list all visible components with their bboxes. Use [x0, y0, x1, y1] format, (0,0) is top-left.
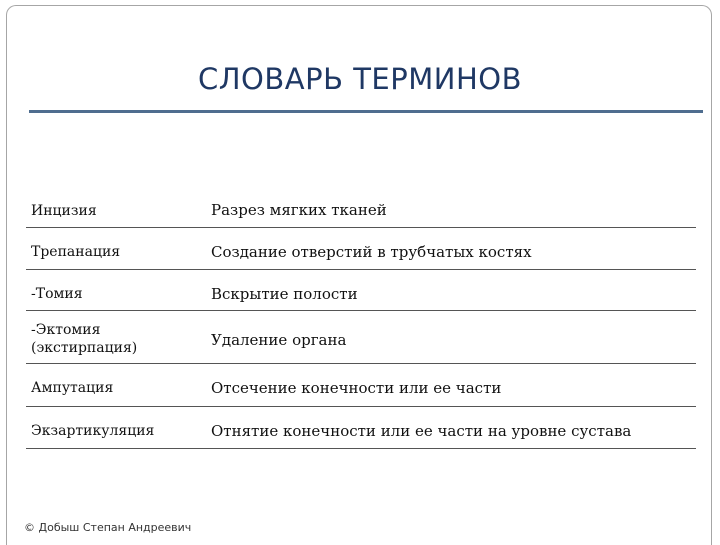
term-text: -Эктомия: [31, 322, 101, 338]
term-text: Инцизия: [31, 203, 97, 219]
title-divider: [29, 110, 703, 113]
table-row: [26, 311, 696, 364]
term-cell: [31, 285, 83, 303]
terms-table: [26, 187, 696, 449]
term-cell: [31, 243, 120, 261]
table-row: [26, 187, 696, 228]
term-text: (экстирпация): [31, 340, 138, 356]
table-row: [26, 270, 696, 311]
term-cell: [31, 321, 137, 357]
term-text: -Томия: [31, 286, 83, 302]
definition-cell: Отнятие конечности или ее части на уровне сустава: [211, 422, 632, 440]
term-cell: [31, 202, 97, 220]
table-row: [26, 407, 696, 449]
term-text: Экзартикуляция: [31, 423, 155, 439]
definition-cell: Удаление органа: [211, 331, 347, 349]
table-row: [26, 364, 696, 407]
definition-cell: Отсечение конечности или ее части: [211, 379, 502, 397]
term-text: Ампутация: [31, 380, 114, 396]
copyright-footer: © Добыш Степан Андреевич: [24, 521, 192, 534]
table-row: [26, 228, 696, 270]
term-cell: [31, 422, 154, 440]
definition-cell: Разрез мягких тканей: [211, 201, 387, 219]
definition-cell: Вскрытие полости: [211, 285, 358, 303]
definition-cell: Создание отверстий в трубчатых костях: [211, 243, 532, 261]
term-cell: [31, 379, 113, 397]
term-text: Трепанация: [31, 244, 121, 260]
page-title: СЛОВАРЬ ТЕРМИНОВ: [198, 62, 522, 96]
